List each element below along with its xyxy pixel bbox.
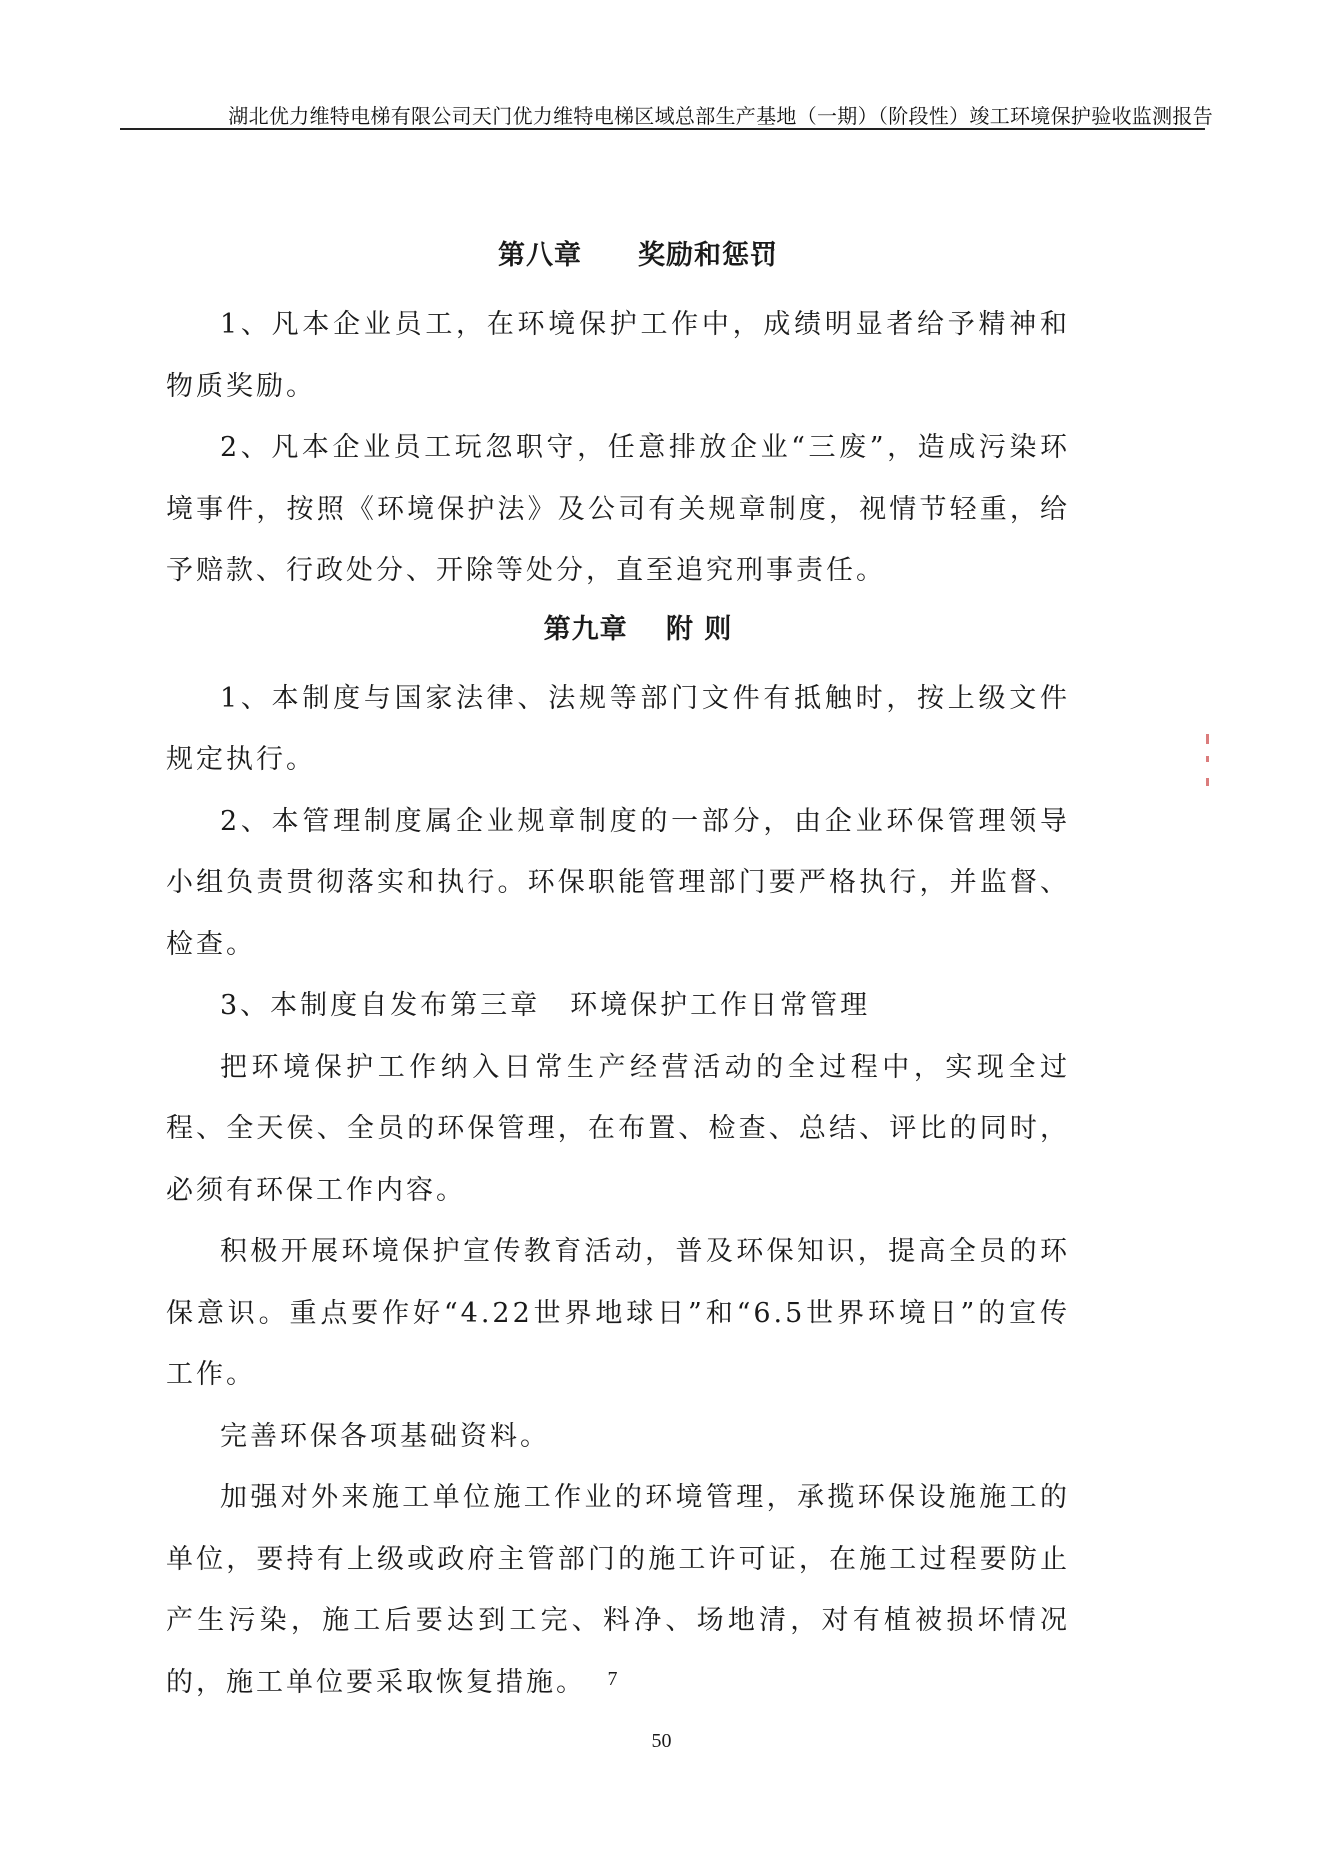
document-body bbox=[166, 236, 1070, 1713]
chapter-9-title: 第九章 附 则 bbox=[543, 613, 733, 645]
report-header-title: 湖北优力维特电梯有限公司天门优力维特电梯区域总部生产基地（一期）（阶段性）竣工环境保护验收监测报告 bbox=[228, 104, 1213, 128]
chapter-9-paragraph-5: 积极开展环境保护宣传教育活动，普及环保知识，提高全员的环保意识。重点要作好“4.22世界地球日”和“6.5世界环境日”的宣传工作。 bbox=[166, 1236, 1070, 1390]
scan-artifact-mark bbox=[1206, 756, 1209, 762]
chapter-9-paragraph-4: 把环境保护工作纳入日常生产经营活动的全过程中，实现全过程、全天侯、全员的环保管理，在布置、检查、总结、评比的同时，必须有环保工作内容。 bbox=[166, 1051, 1070, 1206]
chapter-9-paragraph-1: 1、本制度与国家法律、法规等部门文件有抵触时，按上级文件规定执行。 bbox=[166, 682, 1070, 775]
chapter-8-paragraph-1: 1、凡本企业员工，在环境保护工作中，成绩明显者给予精神和物质奖励。 bbox=[166, 309, 1070, 402]
chapter-8-paragraph-2: 2、凡本企业员工玩忽职守，任意排放企业“三废”，造成污染环境事件，按照《环境保护法》及公司有关规章制度，视情节轻重，给予赔款、行政处分、开除等处分，直至追究刑事责任。 bbox=[166, 432, 1070, 586]
inner-page-number: 7 bbox=[607, 1668, 618, 1690]
chapter-8-title: 第八章 奖励和惩罚 bbox=[498, 240, 778, 271]
chapter-9-paragraph-3: 3、本制度自发布第三章 环境保护工作日常管理 bbox=[220, 990, 871, 1021]
chapter-9-paragraph-7: 加强对外来施工单位施工作业的环境管理，承揽环保设施施工的单位，要持有上级或政府主管部门的施工许可证，在施工过程要防止产生污染，施工后要达到工完、料净、场地清，对有植被损坏情况的，施工单位要采取恢复措施。 bbox=[166, 1482, 1070, 1698]
chapter-9-paragraph-6: 完善环保各项基础资料。 bbox=[220, 1420, 550, 1452]
header-divider bbox=[120, 128, 1205, 130]
scan-artifact-mark bbox=[1206, 778, 1209, 786]
scan-artifact-mark bbox=[1206, 734, 1209, 744]
chapter-9-paragraph-2: 2、本管理制度属企业规章制度的一部分，由企业环保管理领导小组负责贯彻落实和执行。环保职能管理部门要严格执行，并监督、检查。 bbox=[166, 805, 1070, 960]
outer-page-number: 50 bbox=[651, 1730, 672, 1752]
